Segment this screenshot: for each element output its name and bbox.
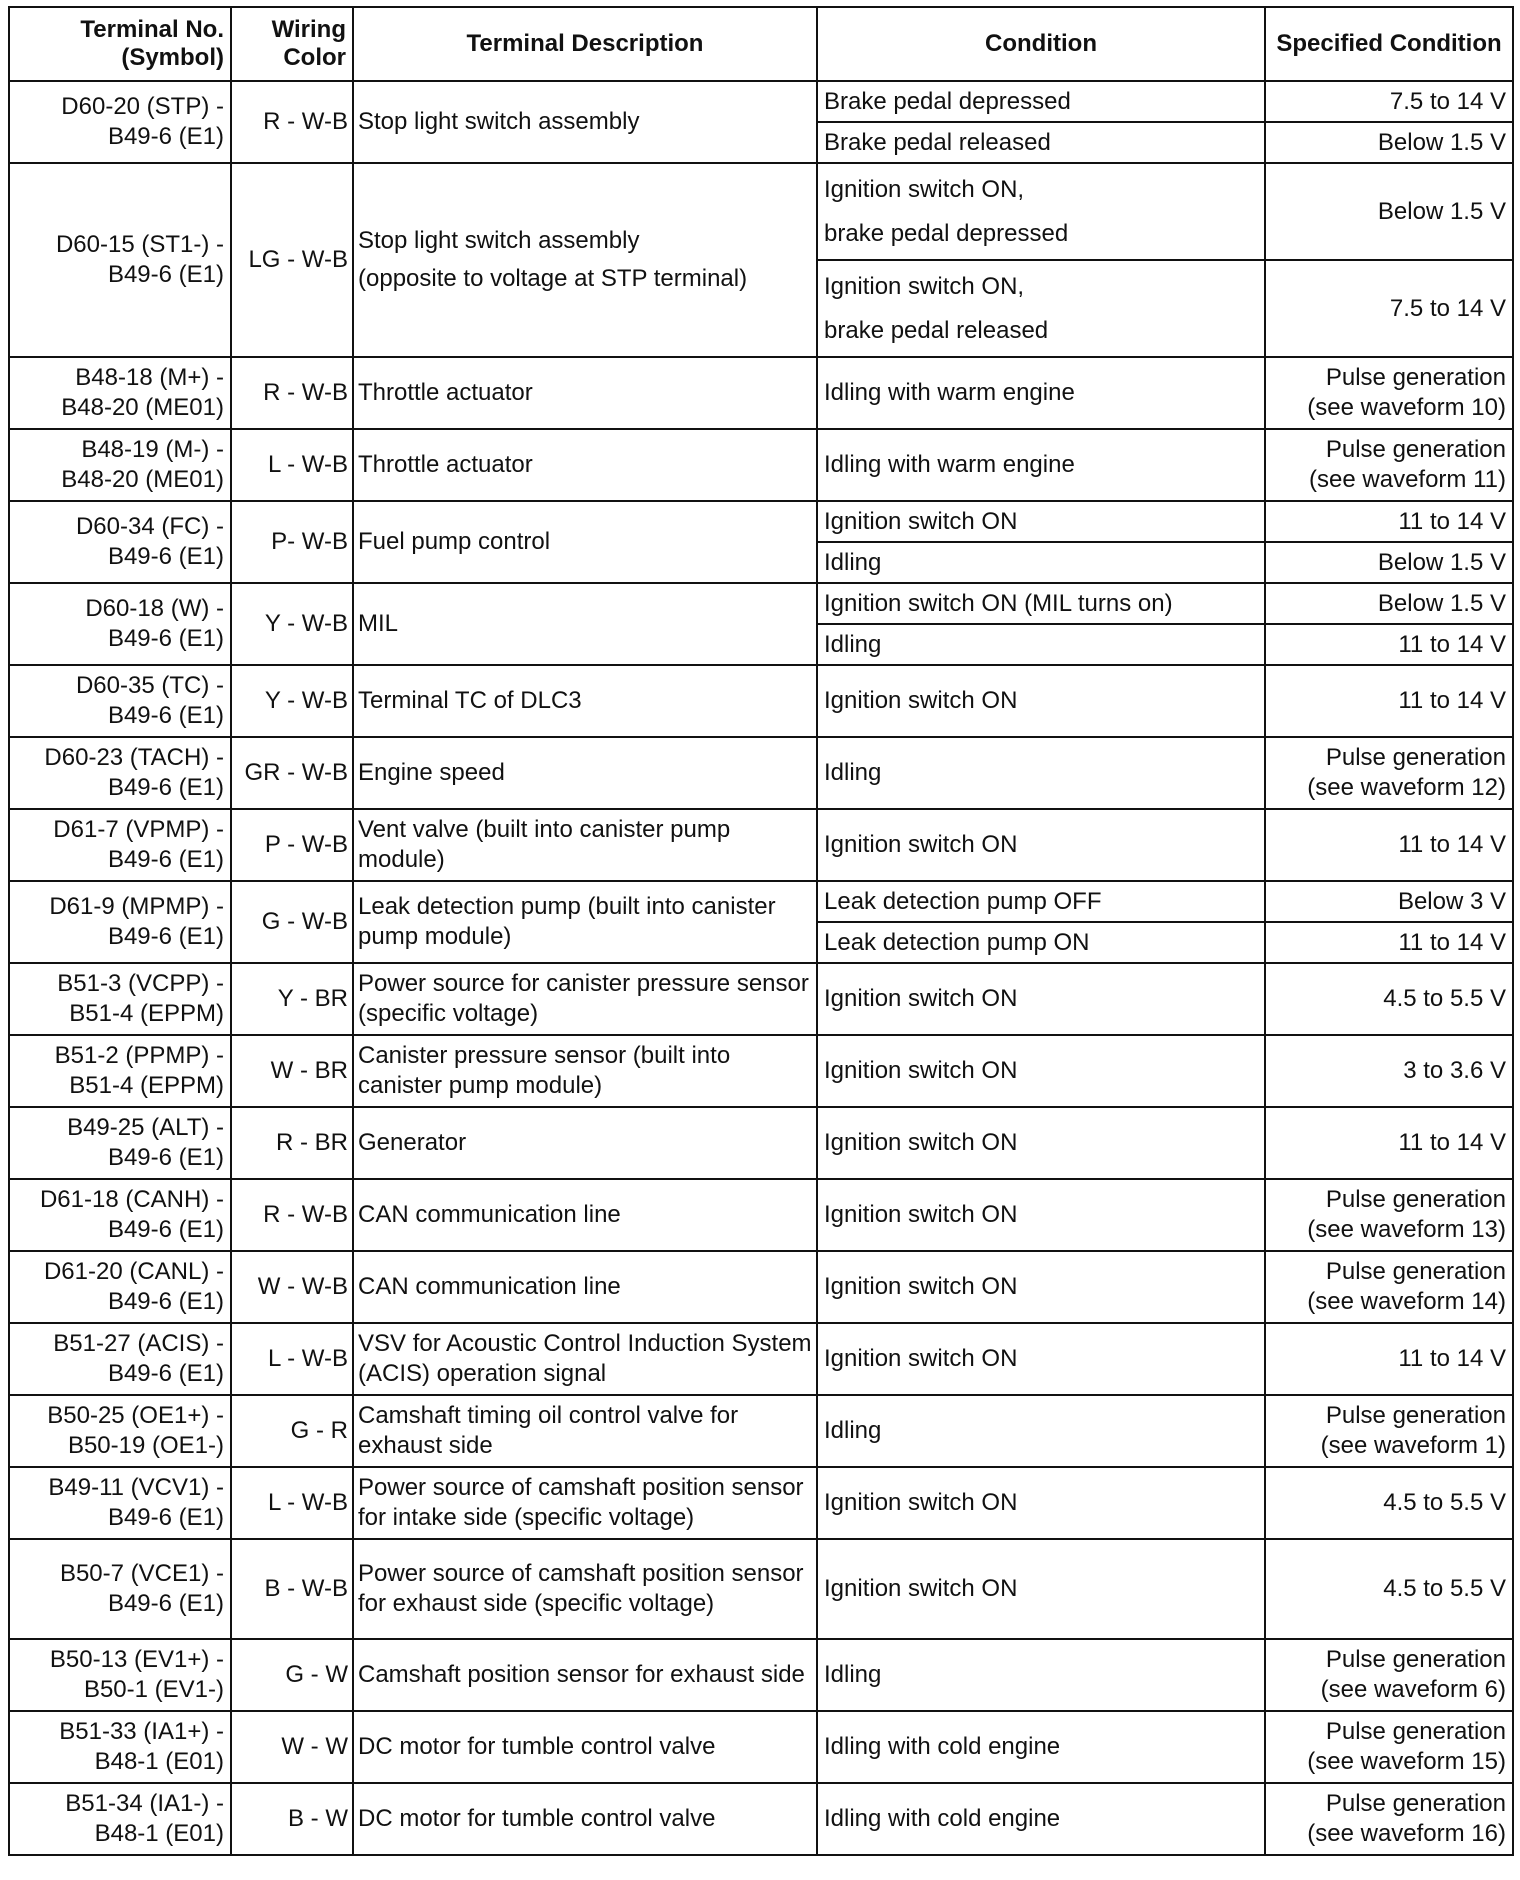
terminal-cell: D61-18 (CANH) - B49-6 (E1) xyxy=(9,1179,231,1251)
terminal-cell: B50-13 (EV1+) - B50-1 (EV1-) xyxy=(9,1639,231,1711)
wiring-color-cell: G - R xyxy=(231,1395,353,1467)
terminal-cell: B51-27 (ACIS) - B49-6 (E1) xyxy=(9,1323,231,1395)
condition-cell: Ignition switch ON xyxy=(817,501,1265,542)
terminal-cell: B51-33 (IA1+) - B48-1 (E01) xyxy=(9,1711,231,1783)
description-cell: Engine speed xyxy=(353,737,817,809)
specified-cell: 4.5 to 5.5 V xyxy=(1265,1539,1513,1639)
condition-cell: Ignition switch ON xyxy=(817,1323,1265,1395)
condition-cell: Leak detection pump ON xyxy=(817,922,1265,963)
terminal-cell: B48-19 (M-) - B48-20 (ME01) xyxy=(9,429,231,501)
terminal-cell: B51-3 (VCPP) - B51-4 (EPPM) xyxy=(9,963,231,1035)
table-row xyxy=(9,1467,1513,1539)
specified-cell: Pulse generation (see waveform 13) xyxy=(1265,1179,1513,1251)
table-row xyxy=(9,81,1513,122)
wiring-color-cell: Y - W-B xyxy=(231,665,353,737)
terminal-cell: B50-25 (OE1+) - B50-19 (OE1-) xyxy=(9,1395,231,1467)
specified-cell: Pulse generation (see waveform 14) xyxy=(1265,1251,1513,1323)
terminal-cell: D60-15 (ST1-) - B49-6 (E1) xyxy=(9,163,231,357)
terminal-cell: B51-34 (IA1-) - B48-1 (E01) xyxy=(9,1783,231,1855)
table-row xyxy=(9,963,1513,1035)
description-cell: Power source for canister pressure sensor (specific voltage) xyxy=(353,963,817,1035)
specified-cell: 7.5 to 14 V xyxy=(1265,81,1513,122)
condition-cell: Ignition switch ON xyxy=(817,963,1265,1035)
wiring-color-cell: W - W xyxy=(231,1711,353,1783)
description-line: (opposite to voltage at STP terminal) xyxy=(358,265,748,292)
wiring-color-cell: R - W-B xyxy=(231,357,353,429)
table-row xyxy=(9,1539,1513,1639)
table-row xyxy=(9,1035,1513,1107)
header-terminal-description: Terminal Description xyxy=(353,7,817,81)
table-row xyxy=(9,163,1513,260)
specified-cell: Pulse generation (see waveform 1) xyxy=(1265,1395,1513,1467)
specified-cell: Pulse generation (see waveform 12) xyxy=(1265,737,1513,809)
description-line: Stop light switch assembly xyxy=(358,227,640,254)
description-cell: MIL xyxy=(353,583,817,665)
description-cell: DC motor for tumble control valve xyxy=(353,1711,817,1783)
wiring-color-cell: R - W-B xyxy=(231,81,353,163)
wiring-color-cell: Y - W-B xyxy=(231,583,353,665)
condition-cell: Brake pedal depressed xyxy=(817,81,1265,122)
ecm-terminal-table xyxy=(8,6,1514,1856)
table-row xyxy=(9,1395,1513,1467)
wiring-color-cell: R - BR xyxy=(231,1107,353,1179)
terminal-cell: D61-20 (CANL) - B49-6 (E1) xyxy=(9,1251,231,1323)
condition-cell: Ignition switch ON xyxy=(817,809,1265,881)
condition-cell: Ignition switch ON xyxy=(817,1251,1265,1323)
specified-cell: Below 3 V xyxy=(1265,881,1513,922)
header-condition: Condition xyxy=(817,7,1265,81)
table-header-row xyxy=(9,7,1513,81)
condition-line: brake pedal released xyxy=(824,316,1049,344)
condition-cell: Idling xyxy=(817,737,1265,809)
terminal-cell: B51-2 (PPMP) - B51-4 (EPPM) xyxy=(9,1035,231,1107)
terminal-cell: B48-18 (M+) - B48-20 (ME01) xyxy=(9,357,231,429)
condition-cell: Leak detection pump OFF xyxy=(817,881,1265,922)
specified-cell: 4.5 to 5.5 V xyxy=(1265,963,1513,1035)
terminal-cell: D61-7 (VPMP) - B49-6 (E1) xyxy=(9,809,231,881)
wiring-color-cell: LG - W-B xyxy=(231,163,353,357)
wiring-color-cell: L - W-B xyxy=(231,1467,353,1539)
condition-cell: Brake pedal released xyxy=(817,122,1265,163)
description-cell: Throttle actuator xyxy=(353,429,817,501)
specified-cell: 11 to 14 V xyxy=(1265,665,1513,737)
table-row xyxy=(9,1179,1513,1251)
wiring-color-cell: Y - BR xyxy=(231,963,353,1035)
wiring-color-cell: P - W-B xyxy=(231,809,353,881)
condition-cell: Idling with cold engine xyxy=(817,1783,1265,1855)
wiring-color-cell: W - BR xyxy=(231,1035,353,1107)
terminal-cell: D60-34 (FC) - B49-6 (E1) xyxy=(9,501,231,583)
condition-cell: Idling with warm engine xyxy=(817,429,1265,501)
terminal-table-container xyxy=(8,6,1512,1856)
table-row xyxy=(9,501,1513,542)
description-cell: Stop light switch assembly xyxy=(353,81,817,163)
specified-cell: 7.5 to 14 V xyxy=(1265,260,1513,357)
specified-cell: 3 to 3.6 V xyxy=(1265,1035,1513,1107)
description-cell: Fuel pump control xyxy=(353,501,817,583)
specified-cell: 11 to 14 V xyxy=(1265,624,1513,665)
wiring-color-cell: P- W-B xyxy=(231,501,353,583)
header-specified-condition: Specified Condition xyxy=(1265,7,1513,81)
table-row xyxy=(9,1107,1513,1179)
condition-cell: Idling xyxy=(817,624,1265,665)
condition-cell: Ignition switch ON xyxy=(817,1107,1265,1179)
description-cell: Power source of camshaft position sensor for intake side (specific voltage) xyxy=(353,1467,817,1539)
condition-cell: Ignition switch ON xyxy=(817,1179,1265,1251)
specified-cell: Pulse generation (see waveform 15) xyxy=(1265,1711,1513,1783)
condition-cell: Ignition switch ON (MIL turns on) xyxy=(817,583,1265,624)
specified-cell: Below 1.5 V xyxy=(1265,163,1513,260)
description-cell: Canister pressure sensor (built into canister pump module) xyxy=(353,1035,817,1107)
header-terminal: Terminal No. (Symbol) xyxy=(9,7,231,81)
condition-cell: Idling xyxy=(817,1639,1265,1711)
condition-cell: Idling xyxy=(817,542,1265,583)
table-row xyxy=(9,583,1513,624)
terminal-cell: B49-11 (VCV1) - B49-6 (E1) xyxy=(9,1467,231,1539)
description-cell: Terminal TC of DLC3 xyxy=(353,665,817,737)
specified-cell: 11 to 14 V xyxy=(1265,1107,1513,1179)
specified-cell: 11 to 14 V xyxy=(1265,501,1513,542)
description-cell: VSV for Acoustic Control Induction System (ACIS) operation signal xyxy=(353,1323,817,1395)
description-cell: Vent valve (built into canister pump module) xyxy=(353,809,817,881)
description-cell: Camshaft position sensor for exhaust side xyxy=(353,1639,817,1711)
condition-line: Ignition switch ON, xyxy=(824,272,1025,300)
description-cell: Generator xyxy=(353,1107,817,1179)
wiring-color-cell: R - W-B xyxy=(231,1179,353,1251)
wiring-color-cell: B - W-B xyxy=(231,1539,353,1639)
terminal-cell: D61-9 (MPMP) - B49-6 (E1) xyxy=(9,881,231,963)
description-cell: Camshaft timing oil control valve for exhaust side xyxy=(353,1395,817,1467)
table-row xyxy=(9,1251,1513,1323)
table-row xyxy=(9,1323,1513,1395)
description-cell: DC motor for tumble control valve xyxy=(353,1783,817,1855)
wiring-color-cell: L - W-B xyxy=(231,1323,353,1395)
condition-cell: Ignition switch ON xyxy=(817,1035,1265,1107)
terminal-cell: D60-20 (STP) - B49-6 (E1) xyxy=(9,81,231,163)
table-row xyxy=(9,1711,1513,1783)
condition-cell: Idling xyxy=(817,1395,1265,1467)
terminal-cell: D60-23 (TACH) - B49-6 (E1) xyxy=(9,737,231,809)
header-wiring-color: Wiring Color xyxy=(231,7,353,81)
specified-cell: Pulse generation (see waveform 16) xyxy=(1265,1783,1513,1855)
wiring-color-cell: W - W-B xyxy=(231,1251,353,1323)
condition-cell xyxy=(817,163,1265,260)
condition-cell: Idling with cold engine xyxy=(817,1711,1265,1783)
specified-cell: 11 to 14 V xyxy=(1265,1323,1513,1395)
description-cell: Throttle actuator xyxy=(353,357,817,429)
table-row xyxy=(9,881,1513,922)
specified-cell: Below 1.5 V xyxy=(1265,122,1513,163)
condition-cell: Idling with warm engine xyxy=(817,357,1265,429)
table-row xyxy=(9,809,1513,881)
wiring-color-cell: GR - W-B xyxy=(231,737,353,809)
terminal-cell: D60-35 (TC) - B49-6 (E1) xyxy=(9,665,231,737)
wiring-color-cell: G - W-B xyxy=(231,881,353,963)
condition-line: Ignition switch ON, xyxy=(824,175,1025,203)
terminal-cell: B50-7 (VCE1) - B49-6 (E1) xyxy=(9,1539,231,1639)
wiring-color-cell: B - W xyxy=(231,1783,353,1855)
specified-cell: 4.5 to 5.5 V xyxy=(1265,1467,1513,1539)
wiring-color-cell: L - W-B xyxy=(231,429,353,501)
table-row xyxy=(9,429,1513,501)
specified-cell: Pulse generation (see waveform 11) xyxy=(1265,429,1513,501)
condition-cell: Ignition switch ON xyxy=(817,1539,1265,1639)
condition-cell: Ignition switch ON xyxy=(817,665,1265,737)
description-cell: Power source of camshaft position sensor for exhaust side (specific voltage) xyxy=(353,1539,817,1639)
wiring-color-cell: G - W xyxy=(231,1639,353,1711)
condition-cell xyxy=(817,260,1265,357)
specified-cell: Pulse generation (see waveform 6) xyxy=(1265,1639,1513,1711)
condition-line: brake pedal depressed xyxy=(824,219,1069,247)
specified-cell: Below 1.5 V xyxy=(1265,542,1513,583)
table-row xyxy=(9,1783,1513,1855)
description-cell: Leak detection pump (built into canister pump module) xyxy=(353,881,817,963)
table-row xyxy=(9,737,1513,809)
table-row xyxy=(9,357,1513,429)
terminal-cell: D60-18 (W) - B49-6 (E1) xyxy=(9,583,231,665)
description-cell: CAN communication line xyxy=(353,1179,817,1251)
specified-cell: 11 to 14 V xyxy=(1265,809,1513,881)
table-row xyxy=(9,665,1513,737)
condition-cell: Ignition switch ON xyxy=(817,1467,1265,1539)
specified-cell: 11 to 14 V xyxy=(1265,922,1513,963)
terminal-cell: B49-25 (ALT) - B49-6 (E1) xyxy=(9,1107,231,1179)
specified-cell: Pulse generation (see waveform 10) xyxy=(1265,357,1513,429)
specified-cell: Below 1.5 V xyxy=(1265,583,1513,624)
description-cell xyxy=(353,163,817,357)
table-row xyxy=(9,1639,1513,1711)
description-cell: CAN communication line xyxy=(353,1251,817,1323)
